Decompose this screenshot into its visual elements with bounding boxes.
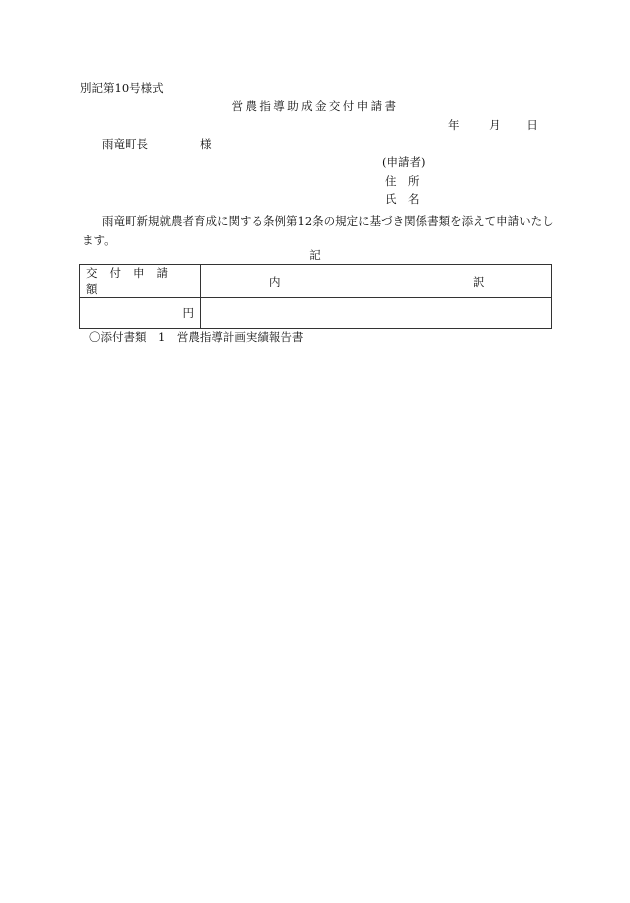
applicant-address-label: 住 所 (385, 174, 420, 188)
table-header-row (80, 265, 552, 298)
date-line (448, 120, 538, 132)
ki-heading: 記 (309, 248, 321, 262)
breakdown-header (201, 265, 552, 298)
form-number: 別記第10号様式 (80, 81, 164, 95)
amount-header: 交付申請額 (80, 265, 201, 298)
breakdown-header-left: 内 (269, 275, 281, 289)
breakdown-header-right: 訳 (473, 275, 485, 289)
addressee-honorific: 様 (200, 137, 212, 151)
amount-value-cell[interactable] (80, 298, 201, 329)
amount-unit: 円 (182, 306, 194, 320)
breakdown-value-cell[interactable] (201, 298, 552, 329)
date-year: 年 (448, 118, 460, 132)
application-table (79, 264, 552, 329)
date-month: 月 (489, 118, 501, 132)
applicant-name-label: 氏 名 (385, 192, 420, 206)
table-value-row (80, 298, 552, 329)
document-title: 営農指導助成金交付申請書 (231, 99, 399, 113)
application-body-text: 雨竜町新規就農者育成に関する条例第12条の規定に基づき関係書類を添えて申請いたします。 (82, 214, 554, 247)
date-day: 日 (526, 118, 538, 132)
attachments-line: 〇添付書類 1 営農指導計画実績報告書 (89, 330, 304, 344)
addressee: 雨竜町長 (102, 137, 148, 151)
applicant-label: (申請者) (382, 155, 426, 169)
